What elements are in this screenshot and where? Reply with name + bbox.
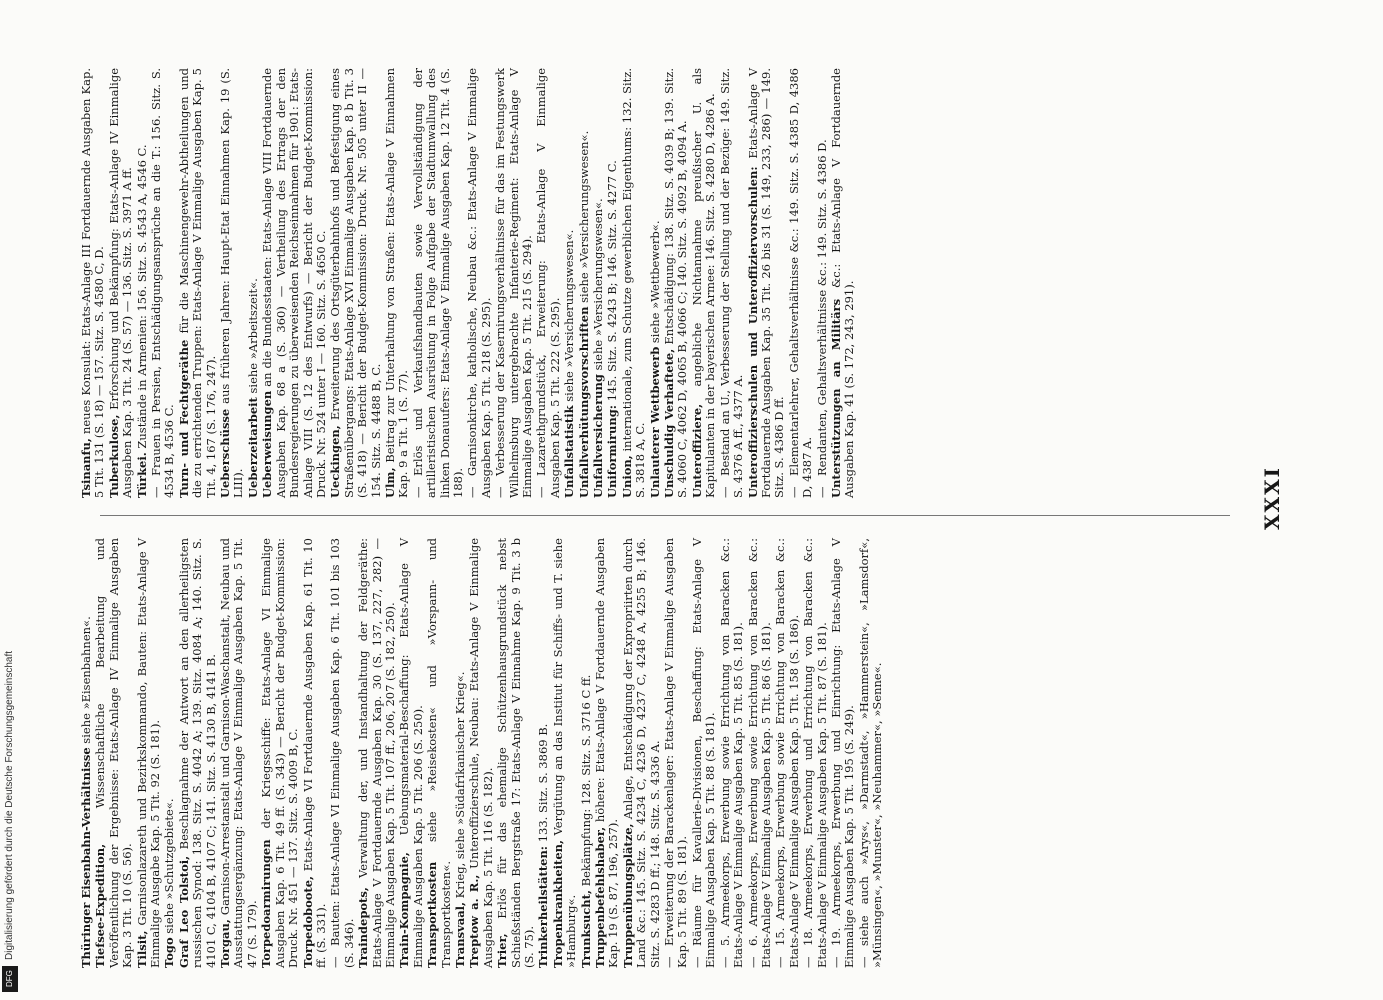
entry-keyword: Unfallversicherung xyxy=(591,374,606,498)
entry-keyword: Unteroffiziere, xyxy=(689,403,704,498)
index-entry xyxy=(136,538,163,968)
entry-text: 133. Sitz. S. 3869 B. xyxy=(536,723,551,846)
index-entry xyxy=(426,538,453,968)
index-entry xyxy=(261,68,328,498)
index-entry xyxy=(163,538,176,968)
entry-text: 19. Armeekorps, Erwerbung und Einrichtung: Etats-Anlage V Einmalige Ausgaben Kap. 5 Tit. 195 (S. 249). xyxy=(828,538,857,968)
index-entry xyxy=(535,68,562,498)
index-entry xyxy=(747,68,787,498)
entry-dash: — xyxy=(745,956,760,968)
index-entry xyxy=(80,538,93,968)
entry-text: höhere: Etats-Anlage V Fortdauernde Ausgaben Kap. 19 (S. 87, 196, 257). xyxy=(593,538,621,968)
entry-text: an die Bundesstaaten: Etats-Anlage VIII Fortdauernde Ausgaben Kap. 68 a (S. 360) — Vertheilung des Ertrags der den Bundesregierungen zu überweisenden Reichseinnahmen für 1901: Etats-Anlage VIII (S. 12 des Entwurfs) — Bericht der Budget-Kommission: Druck. Nr. 524 unter I — 160. Sitz. S. 4650 C. xyxy=(260,68,328,498)
entry-text: siehe »Arbeitszeit«. xyxy=(245,278,260,398)
column-divider xyxy=(100,515,1230,516)
entry-text: Bekämpfung: 128. Sitz. S. 3716 C ff. xyxy=(578,674,593,891)
index-entry xyxy=(691,68,718,498)
entry-text: Bestand an U., Verbesserung der Stellung und der Bezüge: 149. Sitz. S. 4376 A ff., 4377 A. xyxy=(717,68,746,498)
index-entry xyxy=(468,538,495,968)
entry-text: Garnisonlazareth und Bezirkskommando, Bauten: Etats-Anlage V Einmalige Ausgabe Kap. 5 Tit. 92 (S. 181). xyxy=(134,538,163,968)
entry-text: Beitrag zur Unterhaltung von Straßen: Etats-Anlage V Einnahmen Kap. 9 a Tit. 1 (S. 77). xyxy=(382,68,411,498)
entry-text: Verwaltung der, und Instandhaltung der Feldgeräthe: Etats-Anlage V Fortdauernde Ausgaben Kap. 30 (S. 137, 227, 282) — Einmalige Ausgaben Kap. 5 Tit. 107 ff., 206, 207 (S. 182, 250). xyxy=(356,538,397,968)
index-entry xyxy=(178,68,218,498)
entry-text: Garnison-Arrestanstalt und Garnison-Waschanstalt, Neubau und Ausstattungsergänzung: Etats-Anlage V Einmalige Ausgaben Kap. 5 Tit. 47 (S. 179). xyxy=(218,538,259,968)
entry-keyword: Transportkosten xyxy=(425,861,440,968)
entry-text: Erweiterung der Barackenlager: Etats-Anlage V Einmalige Ausgaben Kap. 5 Tit. 89 (S. 181). xyxy=(662,538,690,968)
index-entry xyxy=(563,68,576,498)
entry-dash: — xyxy=(773,956,788,968)
entry-dash: — xyxy=(801,956,816,968)
index-entry xyxy=(830,538,857,968)
entry-dash: — xyxy=(328,956,343,968)
index-entry xyxy=(537,538,550,968)
index-entry xyxy=(219,68,246,498)
entry-keyword: Torgau, xyxy=(218,919,233,968)
entry-text: siehe »Wettbewerb«. xyxy=(647,220,662,347)
index-entry xyxy=(830,68,857,498)
index-entry xyxy=(357,538,397,968)
index-entry xyxy=(592,68,605,498)
entry-keyword: Tiefsee-Expedition, xyxy=(93,843,108,968)
entry-text: Garnisonkirche, katholische, Neubau &c.: Etats-Anlage V Einmalige Ausgaben Kap. 5 Tit. 218 (S. 295). xyxy=(465,68,493,498)
entry-keyword: Thüringer Eisenbahn-Verhältnisse xyxy=(79,747,93,968)
entry-text: Elementarlehrer, Gehaltsverhältnisse &c.: 149. Sitz. S. 4385 D, 4386 D, 4387 A. xyxy=(786,68,815,498)
entry-text: 5. Armeekorps, Erwerbung sowie Errichtung von Baracken &c.: Etats-Anlage V Einmalige Ausgaben Kap. 5 Tit. 85 (S. 181). xyxy=(717,538,746,968)
index-entry xyxy=(466,68,493,498)
entry-text: Frauen in Persien, Entschädigungsansprüche an die T.: 156. Sitz. S. 4534 B, 4536 C. xyxy=(149,68,177,498)
entry-dash: — xyxy=(662,956,677,968)
index-entry xyxy=(329,68,383,498)
entry-keyword: Ueckingen, xyxy=(328,425,343,498)
entry-dash: — xyxy=(828,956,843,968)
entry-text: angebliche Nichtannahme preußischer U. als Kapitulanten in der bayerischen Armee: 146. Sitz. S. 4280 D, 4286 A. xyxy=(689,68,718,498)
entry-text: siehe »Eisenbahnen«. xyxy=(79,616,93,748)
entry-keyword: Togo xyxy=(162,937,177,968)
entry-keyword: Truppenübungsplätze, xyxy=(620,823,635,968)
entry-keyword: Torpedoarmirungen xyxy=(259,839,274,968)
index-entry xyxy=(802,538,829,968)
entry-text: &c.: Etats-Anlage V Fortdauernde Ausgaben Kap. 41 (S. 172, 243, 291). xyxy=(828,68,857,498)
entry-text: Anlage, Entschädigung der Expropriirten durch Land &c.: 145. Sitz. S. 4234 C, 4236 D, 4237 C, 4248 A, 4255 B; 146. Sitz. S. 4283 D ff.; 148. Sitz. S. 4336 A. xyxy=(620,538,662,968)
index-entry xyxy=(260,538,300,968)
entry-text: Lazarethgrundstück, Erweiterung: Etats-Anlage V Einmalige Ausgaben Kap. 5 Tit. 222 (S. 295). xyxy=(534,68,562,498)
entry-keyword: Türkei. xyxy=(134,452,149,498)
index-entry xyxy=(412,68,466,498)
entry-keyword: Trier, xyxy=(495,933,510,968)
index-entry xyxy=(454,538,467,968)
entry-dash: — xyxy=(856,956,871,968)
index-entry xyxy=(552,538,579,968)
index-entry xyxy=(649,68,662,498)
index-entry xyxy=(247,68,260,498)
index-column-left xyxy=(80,538,1250,968)
entry-text: Beschlagnahme der Antwort an den allerheiligsten russischen Synod: 138. Sitz. S. 4042 A; 139. Sitz. 4084 A; 140. Sitz. S. 4101 C, 4104 B, 4107 C; 141. Sitz. S. 4130 B, 4141 B. xyxy=(176,538,218,968)
entry-keyword: Unterstützungen an Militärs xyxy=(828,298,843,498)
entry-dash: — xyxy=(534,486,549,498)
entry-text: Erforschung und Bekämpfung: Etats-Anlage IV Einmalige Ausgaben Kap. 3 Tit. 24 (S. 57) — 136. Sitz. S. 3971 A ff. xyxy=(106,68,135,498)
index-entry xyxy=(578,68,591,498)
entry-text: internationale, zum Schutze gewerblichen Eigenthums: 132. Sitz. S. 3818 A, C. xyxy=(619,68,648,498)
entry-keyword: Tilsit, xyxy=(134,930,149,968)
index-page xyxy=(80,28,1290,968)
index-entry xyxy=(178,538,218,968)
index-entry xyxy=(94,538,134,968)
entry-keyword: Unteroffizierschulen und Unteroffiziervorschulen: xyxy=(745,166,760,498)
entry-keyword: Ueberweisungen xyxy=(260,390,275,498)
entry-text: Uebungsmaterial-Beschaffung: Etats-Anlage V Einmalige Ausgaben Kap. 5 Tit. 206 (S. 250). xyxy=(397,538,425,968)
entry-text: Etats-Anlage V Fortdauernde Ausgaben Kap. 35 Tit. 26 bis 31 (S. 149, 233, 286) — 149. Sitz. S. 4386 D ff. xyxy=(745,67,787,498)
entry-dash: — xyxy=(786,486,801,498)
entry-text: Erlös für das ehemalige Schützenhausgrundstück nebst Schießständen Bergstraße 17: Etats-Anlage V Einnahme Kap. 9 Tit. 3 b (S. 75). xyxy=(495,538,536,968)
entry-keyword: Tuberkulose, xyxy=(106,414,121,498)
entry-keyword: Unfallverhütungsvorschriften xyxy=(576,306,591,498)
index-entry xyxy=(663,538,690,968)
entry-keyword: Train-Kompagnie, xyxy=(397,852,412,968)
index-entry xyxy=(774,538,801,968)
entry-keyword: Tropenkrankheiten, xyxy=(550,839,565,968)
entry-keyword: Unschuldig Verhaftete, xyxy=(662,348,677,498)
index-entry xyxy=(858,538,885,968)
index-entry xyxy=(496,538,536,968)
entry-text: Verbesserung der Kasernirungsverhältnisse für das im Festungswerk Wilhelmsburg untergebrachte Infanterie-Regiment: Etats-Anlage V Einmalige Ausgaben Kap. 5 Tit. 215 (S. 294). xyxy=(493,68,534,498)
index-entry xyxy=(80,68,107,498)
index-entry xyxy=(329,538,356,968)
entry-text: Wissenschaftliche Bearbeitung und Veröffentlichung der Ergebnisse: Etats-Anlage IV Einmalige Ausgaben Kap. 3 Tit. 10 (S. 56). xyxy=(93,538,135,968)
entry-text: 6. Armeekorps, Erwerbung sowie Errichtung von Baracken &c.: Etats-Anlage V Einmalige Ausgaben Kap. 5 Tit. 86 (S. 181). xyxy=(745,538,773,968)
entry-keyword: Union, xyxy=(619,455,634,498)
entry-keyword: Unfallstatistik xyxy=(562,405,577,498)
index-entry xyxy=(136,68,149,498)
entry-text: siehe »Versicherungswesen«. xyxy=(591,198,606,375)
entry-keyword: Graf Leo Tolstoi, xyxy=(176,855,191,968)
index-entry xyxy=(719,538,746,968)
entry-text: siehe auch »Arys«, »Darmstadt«, »Hammerstein«, »Lamsdorf«, »Münsingen«, »Munster«, »Neuhammer«, »Senne«. xyxy=(856,538,885,968)
entry-keyword: Ueberzeitarbeit xyxy=(245,397,260,498)
entry-text: siehe »Versicherungswesen«. xyxy=(576,130,591,307)
entry-text: Krieg, siehe »Südafrikanischer Krieg«. xyxy=(452,671,467,902)
index-entry xyxy=(108,68,135,498)
entry-keyword: Truppenbefehlshaber, xyxy=(593,826,608,968)
index-entry xyxy=(719,68,746,498)
entry-dash: — xyxy=(689,956,704,968)
entry-dash: — xyxy=(465,486,480,498)
entry-text: Entschädigung: 138. Sitz. S. 4039 B; 139. Sitz. S. 4060 C, 4062 D, 4065 B, 4066 C; 140. Sitz. S. 4092 B, 4094 A. xyxy=(662,68,690,498)
index-column-right xyxy=(80,68,1250,498)
index-entry xyxy=(398,538,425,968)
entry-text: siehe »Reisekosten« und »Vorspann- und Transportkosten«. xyxy=(425,538,453,968)
index-entry xyxy=(494,68,534,498)
entry-dash: — xyxy=(814,486,829,498)
entry-keyword: Ueberschüsse xyxy=(218,408,233,498)
entry-keyword: Trinkerheilstätten: xyxy=(536,845,551,968)
index-entry xyxy=(384,68,411,498)
entry-text: siehe »Schutzgebiete«. xyxy=(162,798,177,938)
entry-keyword: Traindepots, xyxy=(356,887,371,968)
index-entry xyxy=(622,538,662,968)
entry-text: Unteroffizierschule, Neubau: Etats-Anlage V Einmalige Ausgaben Kap. 5 Tit. 116 (S. 182). xyxy=(467,538,495,968)
entry-text: Zustände in Armenien: 156. Sitz. S. 4543 A, 4546 C. xyxy=(134,144,149,453)
index-entry xyxy=(150,68,177,498)
entry-text: Etats-Anlage VI Fortdauernde Ausgaben Kap. 61 Tit. 10 ff. (S. 331). xyxy=(300,538,328,968)
entry-text: Bauten: Etats-Anlage VI Einmalige Ausgaben Kap. 6 Tit. 101 bis 103 (S. 346). xyxy=(328,538,356,968)
dfg-logo: DFG xyxy=(2,966,18,992)
entry-text: aus früheren Jahren: Haupt-Etat Einnahmen Kap. 19 (S. LIII). xyxy=(218,68,246,498)
entry-text: Rendanten, Gehaltsverhältnisse &c.: 149. Sitz. S. 4386 D. xyxy=(814,139,829,476)
entry-text: 145. Sitz. S. 4243 B; 146. Sitz. S. 4277 C. xyxy=(605,160,620,405)
entry-dash: — xyxy=(410,486,425,498)
entry-text: Räume für Kavallerie-Divisionen, Beschaffung: Etats-Anlage V Einmalige Ausgaben Kap. 5 Tit. 88 (S. 181). xyxy=(689,538,718,968)
index-entry xyxy=(621,68,648,498)
entry-text: 18. Armeekorps, Erwerbung und Errichtung von Baracken &c.: Etats-Anlage V Einmalige Ausgaben Kap. 5 Tit. 87 (S. 181). xyxy=(801,538,829,968)
index-entry xyxy=(691,538,718,968)
entry-text: Erweiterung des Ortsgüterbahnhofs und Befestigung eines Straßenübergangs: Etats-Anlage XVI Einmalige Ausgaben Kap. 8 b Tit. 3 (S. 418) — Bericht der Budget-Kommission: Druck. Nr. 505 unter II — 154. Sitz. S. 4488 B, C. xyxy=(328,68,383,498)
entry-keyword: Tsinanfu, xyxy=(79,438,93,498)
entry-dash: — xyxy=(149,486,164,498)
index-entry xyxy=(747,538,774,968)
index-entry xyxy=(816,68,829,498)
entry-text: neues Konsulat: Etats-Anlage III Fortdauernde Ausgaben Kap. 5 Tit. 131 (S. 18) — 157. Sitz. S. 4580 C, D. xyxy=(79,68,107,498)
index-entry xyxy=(663,68,690,498)
entry-keyword: Turn- und Fechtgeräthe xyxy=(176,339,191,498)
entry-text: der Kriegsschiffe: Etats-Anlage VI Einmalige Ausgaben Kap. 6 Tit. 49 ff. (S. 343) — Bericht der Budget-Kommission: Druck. Nr. 451 — 137. Sitz. S. 4009 B, C. xyxy=(259,538,301,968)
entry-text: siehe »Versicherungswesen«. xyxy=(562,229,577,406)
entry-text: Erlös und Verkaufshandbauten sowie Vervollständigung der artilleristischen Ausrüstung in Folge Aufgabe der Stadtumwallung des linken Donauufers: Etats-Anlage V Einmalige Ausgaben Kap. 12 Tit. 4 (S. 188). xyxy=(410,68,465,498)
entry-keyword: Trunksucht, xyxy=(578,890,593,968)
entry-keyword: Treptow a. R., xyxy=(467,874,482,968)
entry-dash: — xyxy=(493,486,508,498)
entry-text: Vergütung an das Institut für Schiffs- und T. siehe »Hamburg«. xyxy=(550,538,579,968)
entry-keyword: Transvaal, xyxy=(452,901,467,968)
index-entry xyxy=(580,538,593,968)
entry-keyword: Uniformirung: xyxy=(605,404,620,498)
entry-dash: — xyxy=(717,486,732,498)
entry-keyword: Ulm, xyxy=(382,467,397,498)
entry-dash: — xyxy=(717,956,732,968)
index-entry xyxy=(606,68,619,498)
index-entry xyxy=(594,538,621,968)
digitization-credit: Digitalisierung gefördert durch die Deutsche Forschungsgemeinschaft xyxy=(4,650,15,960)
entry-keyword: Unlauterer Wettbewerb xyxy=(647,346,662,498)
index-entry xyxy=(302,538,329,968)
index-entry xyxy=(788,68,815,498)
entry-text: 15. Armeekorps, Erwerbung sowie Errichtung von Baracken &c.: Etats-Anlage V Einmalige Ausgaben Kap. 5 Tit. 158 (S. 186). xyxy=(773,538,801,968)
entry-text: für die Maschinengewehr-Abtheilungen und die zu errichtenden Truppen: Etats-Anlage V Einmalige Ausgaben Kap. 5 Tit. 4, 167 (S. 176, 247). xyxy=(176,67,218,498)
index-entry xyxy=(219,538,259,968)
entry-keyword: Torpedoboote, xyxy=(300,875,315,968)
page-number: XXXI xyxy=(1260,466,1284,530)
